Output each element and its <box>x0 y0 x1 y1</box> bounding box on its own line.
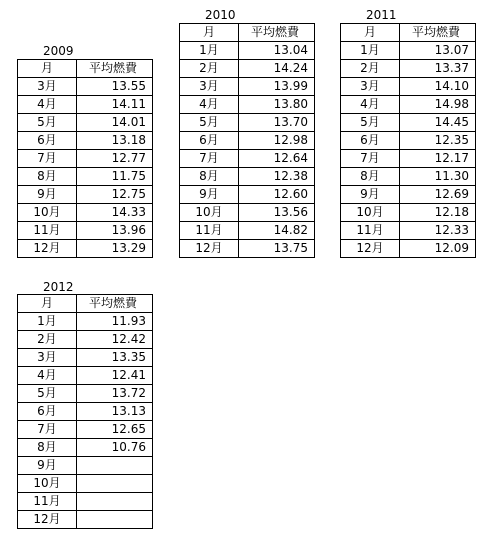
month-cell[interactable]: 8月 <box>180 168 239 186</box>
fuel-economy-cell[interactable]: 13.13 <box>77 403 153 421</box>
month-cell[interactable]: 2月 <box>180 60 239 78</box>
fuel-economy-cell[interactable]: 12.69 <box>400 186 476 204</box>
month-cell[interactable]: 8月 <box>18 168 77 186</box>
fuel-economy-cell[interactable]: 14.11 <box>77 96 153 114</box>
table-row <box>180 168 315 186</box>
month-cell[interactable]: 10月 <box>18 475 77 493</box>
month-cell[interactable]: 11月 <box>18 222 77 240</box>
fuel-economy-cell[interactable]: 12.75 <box>77 186 153 204</box>
table-row <box>18 132 153 150</box>
header-row <box>18 60 153 78</box>
header-month-cell[interactable]: 月 <box>341 24 400 42</box>
table-row <box>341 150 476 168</box>
fuel-economy-cell[interactable]: 12.41 <box>77 367 153 385</box>
fuel-economy-cell[interactable]: 12.18 <box>400 204 476 222</box>
fuel-economy-cell[interactable]: 14.98 <box>400 96 476 114</box>
table-row <box>180 222 315 240</box>
fuel-economy-cell[interactable]: 13.72 <box>77 385 153 403</box>
fuel-economy-cell[interactable]: 14.10 <box>400 78 476 96</box>
month-cell[interactable]: 10月 <box>18 204 77 222</box>
year-label: 2010 <box>205 8 236 22</box>
fuel-table-2010 <box>179 23 315 258</box>
table-row <box>180 78 315 96</box>
table-row <box>18 385 153 403</box>
fuel-economy-cell[interactable]: 13.29 <box>77 240 153 258</box>
header-value-cell[interactable]: 平均燃費 <box>77 295 153 313</box>
month-cell[interactable]: 4月 <box>180 96 239 114</box>
table-row <box>18 403 153 421</box>
fuel-economy-cell[interactable]: 11.75 <box>77 168 153 186</box>
fuel-economy-cell[interactable] <box>77 475 153 493</box>
month-cell[interactable]: 10月 <box>180 204 239 222</box>
fuel-economy-cell[interactable]: 13.55 <box>77 78 153 96</box>
table-row <box>341 96 476 114</box>
fuel-economy-cell[interactable]: 12.38 <box>239 168 315 186</box>
fuel-table-2011 <box>340 23 476 258</box>
table-row <box>18 367 153 385</box>
month-cell[interactable]: 7月 <box>18 150 77 168</box>
fuel-economy-cell[interactable] <box>77 493 153 511</box>
table-row <box>180 60 315 78</box>
table-row <box>18 186 153 204</box>
month-cell[interactable]: 11月 <box>341 222 400 240</box>
fuel-economy-cell[interactable]: 14.24 <box>239 60 315 78</box>
month-cell[interactable]: 3月 <box>18 349 77 367</box>
table-row <box>18 78 153 96</box>
fuel-economy-cell[interactable]: 13.18 <box>77 132 153 150</box>
month-cell[interactable]: 8月 <box>341 168 400 186</box>
fuel-economy-cell[interactable]: 13.96 <box>77 222 153 240</box>
table-row <box>341 204 476 222</box>
month-cell[interactable]: 3月 <box>18 78 77 96</box>
month-cell[interactable]: 7月 <box>341 150 400 168</box>
month-cell[interactable]: 5月 <box>180 114 239 132</box>
fuel-economy-cell[interactable]: 12.09 <box>400 240 476 258</box>
fuel-economy-cell[interactable]: 13.07 <box>400 42 476 60</box>
header-row <box>180 24 315 42</box>
fuel-economy-cell[interactable]: 12.64 <box>239 150 315 168</box>
month-cell[interactable]: 2月 <box>18 331 77 349</box>
month-cell[interactable]: 10月 <box>341 204 400 222</box>
month-cell[interactable]: 6月 <box>18 403 77 421</box>
header-row <box>18 295 153 313</box>
month-cell[interactable]: 11月 <box>18 493 77 511</box>
header-value-cell[interactable]: 平均燃費 <box>400 24 476 42</box>
table-row <box>180 186 315 204</box>
month-cell[interactable]: 5月 <box>18 114 77 132</box>
year-label: 2009 <box>43 44 74 58</box>
table-row <box>341 186 476 204</box>
fuel-economy-cell[interactable]: 14.82 <box>239 222 315 240</box>
month-cell[interactable]: 6月 <box>341 132 400 150</box>
fuel-economy-cell[interactable]: 13.70 <box>239 114 315 132</box>
table-row <box>18 222 153 240</box>
fuel-economy-cell[interactable]: 12.98 <box>239 132 315 150</box>
fuel-economy-cell[interactable]: 10.76 <box>77 439 153 457</box>
table-row <box>180 150 315 168</box>
table-row <box>180 42 315 60</box>
table-row <box>18 349 153 367</box>
month-cell[interactable]: 4月 <box>18 367 77 385</box>
table-row <box>18 511 153 529</box>
month-cell[interactable]: 6月 <box>180 132 239 150</box>
table-row <box>341 240 476 258</box>
table-row <box>18 439 153 457</box>
header-value-cell[interactable]: 平均燃費 <box>239 24 315 42</box>
fuel-economy-cell[interactable]: 12.77 <box>77 150 153 168</box>
table-row <box>180 204 315 222</box>
month-cell[interactable]: 9月 <box>18 186 77 204</box>
table-row <box>18 204 153 222</box>
month-cell[interactable]: 1月 <box>18 313 77 331</box>
table-row <box>341 78 476 96</box>
table-row <box>18 96 153 114</box>
fuel-economy-cell[interactable]: 13.04 <box>239 42 315 60</box>
month-cell[interactable]: 4月 <box>341 96 400 114</box>
table-row <box>341 222 476 240</box>
table-row <box>18 421 153 439</box>
fuel-economy-cell[interactable]: 14.33 <box>77 204 153 222</box>
table-row <box>18 150 153 168</box>
fuel-economy-cell[interactable]: 11.93 <box>77 313 153 331</box>
month-cell[interactable]: 12月 <box>18 240 77 258</box>
month-cell[interactable]: 12月 <box>341 240 400 258</box>
month-cell[interactable]: 5月 <box>341 114 400 132</box>
month-cell[interactable]: 9月 <box>341 186 400 204</box>
table-row <box>341 132 476 150</box>
header-month-cell[interactable]: 月 <box>18 60 77 78</box>
header-value-cell[interactable]: 平均燃費 <box>77 60 153 78</box>
table-row <box>341 42 476 60</box>
table-row <box>18 493 153 511</box>
month-cell[interactable]: 3月 <box>341 78 400 96</box>
month-cell[interactable]: 5月 <box>18 385 77 403</box>
month-cell[interactable]: 7月 <box>18 421 77 439</box>
month-cell[interactable]: 4月 <box>18 96 77 114</box>
fuel-economy-cell[interactable]: 13.56 <box>239 204 315 222</box>
month-cell[interactable]: 8月 <box>18 439 77 457</box>
month-cell[interactable]: 2月 <box>341 60 400 78</box>
table-row <box>180 132 315 150</box>
table-row <box>341 168 476 186</box>
table-row <box>18 168 153 186</box>
fuel-economy-cell[interactable]: 13.99 <box>239 78 315 96</box>
fuel-economy-cell[interactable] <box>77 511 153 529</box>
fuel-economy-cell[interactable] <box>77 457 153 475</box>
month-cell[interactable]: 9月 <box>18 457 77 475</box>
table-row <box>18 475 153 493</box>
fuel-economy-cell[interactable]: 12.17 <box>400 150 476 168</box>
fuel-economy-cell[interactable]: 12.65 <box>77 421 153 439</box>
fuel-economy-cell[interactable]: 13.75 <box>239 240 315 258</box>
table-row <box>18 240 153 258</box>
fuel-economy-cell[interactable]: 14.45 <box>400 114 476 132</box>
month-cell[interactable]: 11月 <box>180 222 239 240</box>
year-label: 2012 <box>43 280 74 294</box>
fuel-economy-cell[interactable]: 12.33 <box>400 222 476 240</box>
table-row <box>18 457 153 475</box>
fuel-economy-cell[interactable]: 13.35 <box>77 349 153 367</box>
table-row <box>180 240 315 258</box>
fuel-economy-cell[interactable]: 14.01 <box>77 114 153 132</box>
table-row <box>18 331 153 349</box>
table-row <box>18 313 153 331</box>
year-label: 2011 <box>366 8 397 22</box>
fuel-economy-cell[interactable]: 12.60 <box>239 186 315 204</box>
month-cell[interactable]: 3月 <box>180 78 239 96</box>
header-row <box>341 24 476 42</box>
fuel-economy-cell[interactable]: 11.30 <box>400 168 476 186</box>
month-cell[interactable]: 7月 <box>180 150 239 168</box>
table-row <box>341 114 476 132</box>
table-row <box>18 114 153 132</box>
fuel-table-2009 <box>17 59 153 258</box>
table-row <box>180 114 315 132</box>
month-cell[interactable]: 1月 <box>341 42 400 60</box>
month-cell[interactable]: 12月 <box>18 511 77 529</box>
table-row <box>180 96 315 114</box>
fuel-economy-cell[interactable]: 12.42 <box>77 331 153 349</box>
month-cell[interactable]: 1月 <box>180 42 239 60</box>
fuel-economy-cell[interactable]: 13.80 <box>239 96 315 114</box>
fuel-economy-cell[interactable]: 13.37 <box>400 60 476 78</box>
header-month-cell[interactable]: 月 <box>18 295 77 313</box>
fuel-table-2012 <box>17 294 153 529</box>
month-cell[interactable]: 9月 <box>180 186 239 204</box>
fuel-economy-cell[interactable]: 12.35 <box>400 132 476 150</box>
month-cell[interactable]: 6月 <box>18 132 77 150</box>
header-month-cell[interactable]: 月 <box>180 24 239 42</box>
table-row <box>341 60 476 78</box>
month-cell[interactable]: 12月 <box>180 240 239 258</box>
